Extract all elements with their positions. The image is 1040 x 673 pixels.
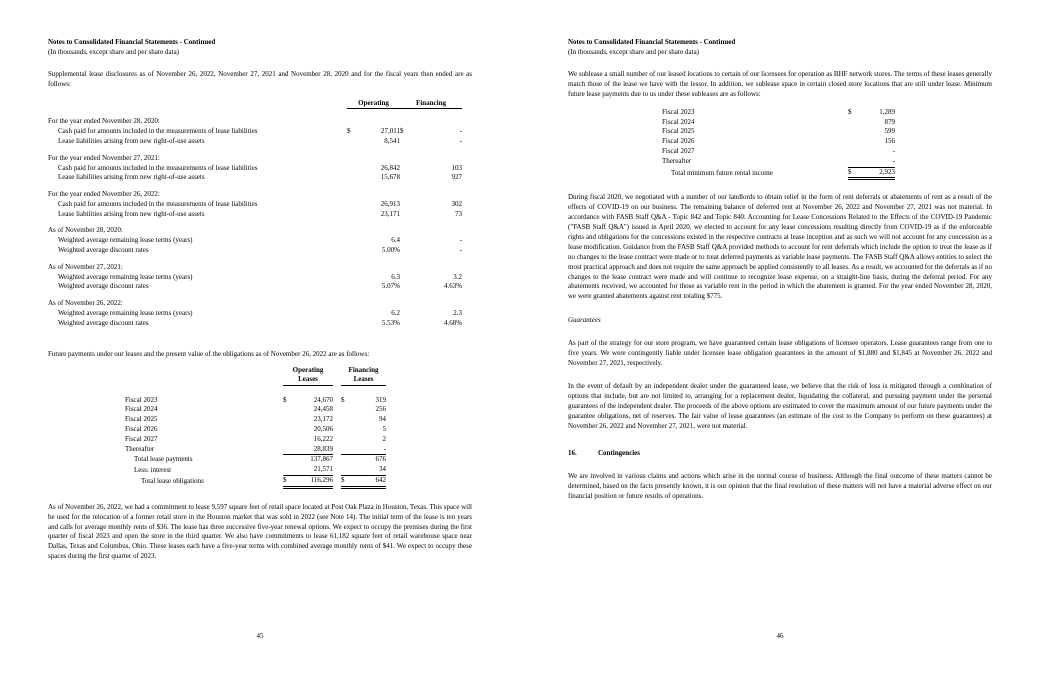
- empty-header-cell: [48, 99, 347, 109]
- dollar-sign: [347, 319, 359, 329]
- row-label: Fiscal 2025: [125, 415, 158, 424]
- contingencies-heading: [568, 449, 992, 459]
- page-right: [568, 38, 992, 502]
- empty-header-cell: [125, 366, 283, 386]
- financing-value: 676: [375, 455, 387, 464]
- financing-value: 4.68%: [443, 318, 463, 327]
- column-gap: [333, 435, 341, 445]
- amount-value: 2,923: [861, 167, 895, 179]
- financing-value: 2: [382, 434, 387, 443]
- page-subtitle: (In thousands, except share and per share data): [48, 47, 180, 56]
- row-label: Fiscal 2026: [662, 137, 695, 146]
- page-number-right: 46: [776, 632, 784, 640]
- column-gap: [333, 475, 341, 487]
- dollar-sign: [347, 137, 359, 147]
- dollar-sign: [347, 246, 359, 256]
- dollar-sign: [347, 164, 359, 174]
- row-label: Fiscal 2025: [662, 127, 695, 136]
- row-label: Lease liabilities arising from new right-of-use assets: [58, 136, 205, 145]
- financing-value: 103: [451, 163, 463, 172]
- dollar-sign: [341, 425, 354, 435]
- dollar-sign: [347, 273, 359, 283]
- sublease-paragraph: We sublease a small number of our leased locations to certain of our licensees for operation as BHF network stores. The terms of these leases generally match those of the lease we have with the lessor. In addition, we sublease space in certain closed store locations that are still under lease. Minimum future lease payments due to us under these subleases are as follows:: [568, 70, 992, 98]
- financing-value: -: [459, 236, 463, 245]
- dollar-sign: [341, 405, 354, 415]
- dollar-sign: [341, 435, 354, 445]
- amount-value: 599: [884, 127, 895, 136]
- operating-value: 8,541: [384, 136, 401, 145]
- guarantees-paragraph-1: As part of the strategy for our store program, we have guaranteed certain lease obligations of licensee operators. Lease guarantees range from one to five years. We were contingently liable under licensee lease obligation guarantees in the amount of $1,880 and $1,845 at November 26, 2022 and November 27, 2021, respectively.: [568, 339, 992, 367]
- dollar-sign: $: [848, 167, 861, 179]
- row-label: Total minimum future rental income: [671, 169, 773, 177]
- dollar-sign: $: [341, 395, 345, 404]
- group-spacer: [48, 292, 462, 299]
- operating-value: 23,172: [313, 415, 334, 424]
- group-spacer: [48, 256, 462, 263]
- dollar-sign: [848, 127, 861, 137]
- operating-leases-column-header: [283, 366, 333, 386]
- row-label: Weighted average discount rates: [58, 282, 149, 291]
- row-label: Weighted average discount rates: [58, 246, 149, 255]
- operating-value: 6.4: [391, 236, 401, 245]
- group-heading: For the year ended November 27, 2021:: [48, 153, 160, 162]
- dollar-sign: [400, 173, 413, 183]
- row-label: Lease liabilities arising from new right-of-use assets: [58, 209, 205, 218]
- dollar-sign: [400, 282, 413, 292]
- dollar-sign: [848, 157, 861, 167]
- financing-value: 3.2: [453, 272, 463, 281]
- dollar-sign: [283, 445, 296, 455]
- row-label: Weighted average remaining lease terms (years): [58, 272, 193, 281]
- group-spacer: [48, 183, 462, 190]
- dollar-sign: [341, 455, 354, 465]
- dollar-sign: $: [347, 127, 351, 136]
- group-heading: For the year ended November 26, 2022:: [48, 190, 160, 199]
- guarantees-heading: Guarantees: [568, 316, 601, 325]
- header-spacer: [125, 385, 386, 396]
- row-label: Fiscal 2027: [125, 434, 158, 443]
- financing-value: -: [354, 445, 386, 455]
- operating-leases-header-line2: Leases: [298, 375, 318, 384]
- operating-value: 15,678: [380, 173, 401, 182]
- row-label: Weighted average remaining lease terms (years): [58, 309, 193, 318]
- dollar-sign: [400, 210, 413, 220]
- row-label: Thereafter: [662, 157, 692, 166]
- covid-paragraph: During fiscal 2020, we negotiated with a number of our landlords to obtain relief in the form of rent deferrals or abatements of rent as a result of the effects of COVID-19 on our business. The remaining balance of deferred rent at November 26, 2022 and November 27, 2021 was not material. In accordance with FASB Staff Q&A - Topic 842 and Topic 840: Accounting for Lease Concessions Related to the Effects of the COVID-19 Pandemic ("FASB Staff Q&A") issued in April 2020, we elected to account for any lease concessions resulting directly from COVID-19 as if the enforceable rights and obligations for the concessions existed in the respective contracts at lease inception and as such we will not account for any concession as a lease modification. Guidance from the FASB Staff Q&A provided methods to account for rent deferrals which include the option to treat the lease as if no changes to the lease contract were made or to treat deferred payments as variable lease payments. The FASB Staff Q&A allows entities to select the most practical approach and does not require the same approach be applied consistently to all leases. As a result, we accounted for the deferrals as if no changes to the lease contract were made and will continue to recognize lease expense, on a straight-line basis, during the deferral period. For any abatements received, we accounted for those as variable rent in the period in which the abatement is granted. For the year ended November 28, 2020, we were granted abatements against rent totaling $775.: [568, 193, 992, 301]
- financing-leases-header-line2: Leases: [353, 375, 374, 384]
- sublease-table: [662, 108, 895, 181]
- dollar-sign: [347, 210, 359, 220]
- future-payments-table: [125, 366, 386, 489]
- dollar-sign: [347, 309, 359, 319]
- operating-leases-header-line1: Operating: [292, 365, 324, 374]
- commitments-paragraph: As of November 26, 2022, we had a commitment to lease 9,597 square feet of retail space located at Post Oak Plaza in Houston, Texas. This space will be used for the relocation of a former retail store in the Houston market that was sold in 2022 (see Note 14). The initial term of the lease is ten years and calls for average monthly rents of $36. The lease has three successive five-year renewal options. We expect to occupy the premises during the first quarter of fiscal 2023 and open the store in the third quarter. We also have commitments to lease 61,182 square feet of retail warehouse space near Dallas, Texas and Columbus, Ohio. These leases each have a five-year terms with combined average monthly rents of $41. We expect to occupy these spaces during the first quarter of 2023.: [48, 502, 472, 561]
- column-gap: [333, 415, 341, 425]
- operating-value: 24,458: [313, 405, 334, 414]
- group-heading: For the year ended November 28, 2020:: [48, 117, 160, 126]
- group-heading: As of November 26, 2022:: [48, 299, 123, 308]
- operating-value: 5.00%: [381, 246, 401, 255]
- operating-value: 23,171: [380, 209, 401, 218]
- row-label: Total lease payments: [134, 455, 193, 464]
- dollar-sign: [400, 200, 413, 210]
- column-gap: [333, 366, 341, 386]
- dollar-sign: [848, 137, 861, 147]
- sublease-body: [662, 108, 895, 179]
- row-label: Cash paid for amounts included in the measurements of lease liabilities: [58, 199, 258, 208]
- section-title: Contingencies: [598, 449, 640, 458]
- dollar-sign: [400, 137, 413, 147]
- amount-value: -: [892, 146, 895, 155]
- dollar-sign: [283, 435, 296, 445]
- dollar-sign: [341, 465, 354, 475]
- dollar-sign: [341, 445, 354, 455]
- contingencies-paragraph: We are involved in various claims and actions which arise in the normal course of business. Although the final outcome of these matters cannot be determined, based on the facts presently known, it is our opinion that the final resolution of these matters will not have a material adverse effect on our financial position or future results of operations.: [568, 472, 992, 501]
- amount-value: 1,289: [879, 107, 895, 116]
- row-label: Lease liabilities arising from new right-of-use assets: [58, 173, 205, 182]
- dollar-sign: $: [341, 475, 354, 487]
- dollar-sign: [283, 425, 296, 435]
- section-number: 16.: [568, 449, 577, 458]
- row-label: Fiscal 2023: [662, 107, 695, 116]
- dollar-sign: [400, 164, 413, 174]
- dollar-sign: $: [848, 107, 852, 116]
- group-heading: As of November 27, 2021:: [48, 262, 123, 271]
- dollar-sign: [400, 236, 413, 246]
- dollar-sign: [283, 405, 296, 415]
- operating-value: 26,842: [380, 163, 401, 172]
- operating-value: 6.2: [391, 309, 401, 318]
- operating-value: 21,571: [296, 465, 333, 475]
- row-label: Weighted average remaining lease terms (years): [58, 236, 193, 245]
- column-gap: [333, 396, 341, 406]
- financing-value: -: [459, 127, 463, 136]
- dollar-sign: $: [400, 127, 404, 136]
- lease-disclosures-body: [48, 117, 462, 335]
- financing-value: 5: [382, 424, 387, 433]
- operating-value: 27,011: [381, 127, 401, 136]
- page-title: Notes to Consolidated Financial Statements - Continued: [568, 38, 736, 46]
- financing-value: -: [459, 246, 463, 255]
- dollar-sign: [283, 415, 296, 425]
- amount-value: -: [861, 157, 895, 167]
- dollar-sign: [283, 455, 296, 465]
- row-label: Cash paid for amounts included in the measurements of lease liabilities: [58, 127, 258, 136]
- row-label: Cash paid for amounts included in the measurements of lease liabilities: [58, 163, 258, 172]
- financing-value: -: [459, 136, 463, 145]
- row-label: Fiscal 2026: [125, 424, 158, 433]
- financing-value: 319: [375, 395, 387, 404]
- financing-value: 34: [354, 465, 386, 475]
- financing-value: 256: [375, 405, 387, 414]
- dollar-sign: [347, 173, 359, 183]
- operating-value: 26,913: [380, 199, 401, 208]
- dollar-sign: [400, 246, 413, 256]
- dollar-sign: $: [283, 475, 296, 487]
- financing-value: 73: [455, 209, 463, 218]
- page-number-left: 45: [256, 632, 264, 640]
- financing-value: 302: [451, 199, 463, 208]
- financing-value: 94: [379, 415, 387, 424]
- column-gap: [333, 465, 341, 475]
- operating-value: 6.3: [391, 272, 401, 281]
- guarantees-paragraph-2: In the event of default by an independent dealer under the guaranteed lease, we believe that the risk of loss is mitigated through a combination of options that include, but are not limited to, arranging for a replacement dealer, liquidating the collateral, and pursuing payment under the personal guarantees of the independent dealer. The proceeds of the above options are estimated to cover the maximum amount of our future payments under the guarantee obligations, net of reserves. The fair value of lease guarantees (an estimate of the cost to the Company to perform on these guarantees) at November 26, 2022 and November 27, 2021, were not material.: [568, 381, 992, 430]
- dollar-sign: [347, 282, 359, 292]
- column-gap: [333, 455, 341, 465]
- operating-value: 5.53%: [381, 318, 401, 327]
- group-spacer: [48, 329, 462, 336]
- dollar-sign: [848, 147, 861, 157]
- row-label: Fiscal 2024: [662, 117, 695, 126]
- operating-value: 20,506: [313, 424, 334, 433]
- financing-value: 4.63%: [443, 282, 463, 291]
- operating-value: 5.07%: [381, 282, 401, 291]
- header-spacer: [48, 109, 462, 118]
- dollar-sign: [400, 319, 413, 329]
- column-gap: [333, 425, 341, 435]
- row-label: Fiscal 2023: [125, 395, 158, 404]
- dollar-sign: [400, 273, 413, 283]
- operating-value: 28,839: [296, 445, 333, 455]
- row-label: Fiscal 2024: [125, 405, 158, 414]
- amount-value: 156: [884, 137, 895, 146]
- financing-column-header: Financing: [400, 99, 462, 109]
- dollar-sign: [347, 236, 359, 246]
- financing-value: 2.3: [453, 309, 463, 318]
- financing-leases-header-line1: Financing: [348, 365, 379, 374]
- page-subtitle: (In thousands, except share and per share data): [568, 47, 700, 56]
- dollar-sign: [848, 118, 861, 128]
- page-left: [48, 38, 472, 562]
- group-heading: As of November 28, 2020:: [48, 226, 123, 235]
- financing-value: 927: [451, 173, 463, 182]
- future-payments-body: [125, 396, 386, 488]
- lease-disclosures-table: [48, 99, 462, 336]
- page-title: Notes to Consolidated Financial Statements - Continued: [48, 38, 216, 46]
- row-label: Thereafter: [125, 445, 155, 454]
- dollar-sign: $: [283, 395, 287, 404]
- operating-value: 137,867: [310, 455, 334, 464]
- operating-value: 16,222: [313, 434, 334, 443]
- row-label: Fiscal 2027: [662, 146, 695, 155]
- row-label: Total lease obligations: [141, 477, 204, 486]
- dollar-sign: [347, 200, 359, 210]
- operating-column-header: Operating: [347, 99, 400, 109]
- column-gap: [333, 445, 341, 455]
- financing-value: 642: [354, 475, 386, 487]
- group-spacer: [48, 219, 462, 226]
- dollar-sign: [341, 415, 354, 425]
- intro-paragraph: Supplemental lease disclosures as of November 26, 2022, November 27, 2021 and November 28, 2020 and for the fiscal years then ended are as follows:: [48, 70, 472, 88]
- row-label: Less: interest: [134, 465, 172, 474]
- amount-value: 879: [884, 117, 895, 126]
- financing-leases-column-header: [341, 366, 386, 386]
- future-payments-intro: Future payments under our leases and the present value of the obligations as of November 26, 2022 are as follows:: [48, 349, 370, 358]
- operating-value: 24,670: [313, 395, 334, 404]
- dollar-sign: [400, 309, 413, 319]
- group-spacer: [48, 147, 462, 154]
- row-label: Weighted average discount rates: [58, 318, 149, 327]
- dollar-sign: [283, 465, 296, 475]
- column-gap: [333, 405, 341, 415]
- operating-value: 116,296: [296, 475, 333, 487]
